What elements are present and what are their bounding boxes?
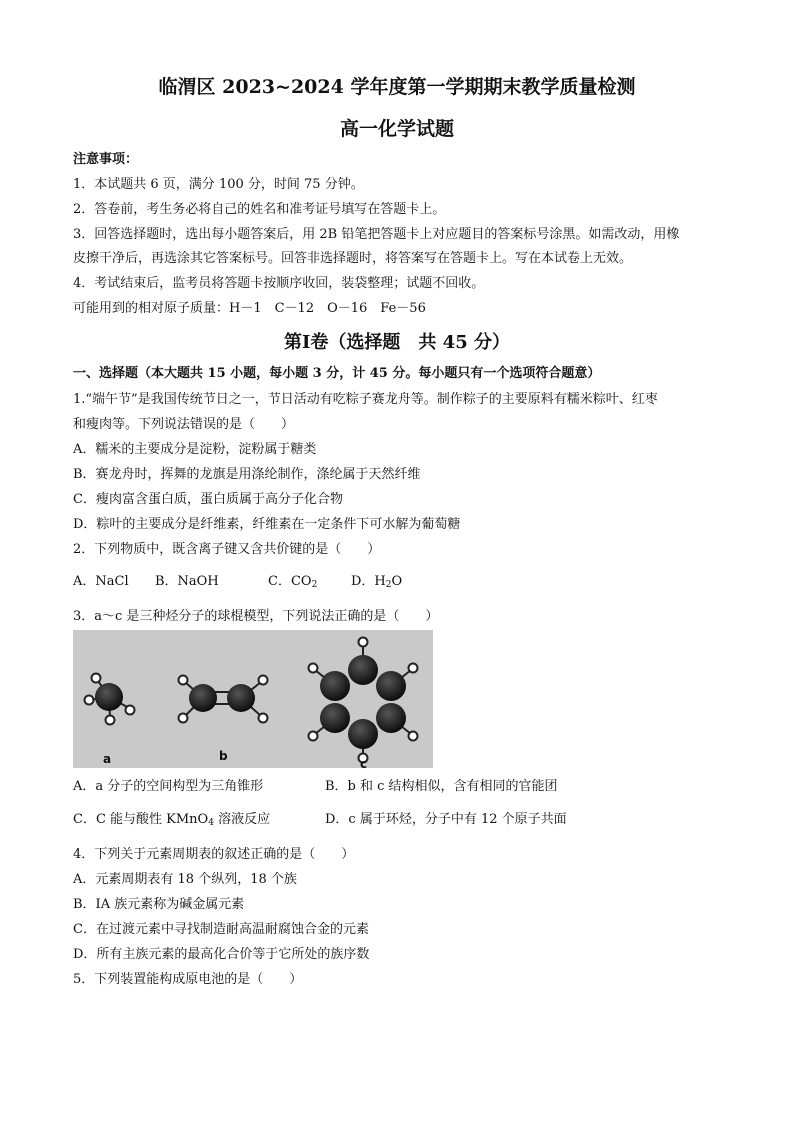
q5-stem: 5．下列装置能构成原电池的是（ ） — [73, 972, 303, 987]
q3-option-b: B．b 和 c 结构相似，含有相同的官能团 — [325, 779, 558, 794]
q4-option-a: A．元素周期表有 18 个纵列，18 个族 — [73, 872, 297, 887]
q1-option-a: A．糯米的主要成分是淀粉，淀粉属于糖类 — [73, 442, 317, 457]
q2-option-a: A．NaCl — [73, 574, 129, 589]
q1-option-c: C．瘦肉富含蛋白质，蛋白质属于高分子化合物 — [73, 492, 343, 507]
notice-item-3: 3．回答选择题时，选出每小题答案后，用 2B 铅笔把答题卡上对应题目的答案标号涂黑。如需改动，用橡 — [73, 227, 680, 242]
q1-stem-cont: 和瘦肉等。下列说法错误的是（ ） — [73, 417, 295, 432]
exam-title: 临渭区 2023~2024 学年度第一学期期末教学质量检测 — [158, 76, 636, 98]
section-title: 一、选择题（本大题共 15 小题，每小题 3 分，计 45 分。每小题只有一个选项符合题意） — [73, 366, 601, 381]
exam-subtitle: 高一化学试题 — [339, 118, 454, 140]
q2-option-c: C．$CO_2$ — [268, 574, 318, 590]
q1-option-b: B．赛龙舟时，挥舞的龙旗是用涤纶制作，涤纶属于天然纤维 — [73, 467, 421, 482]
q4-stem: 4．下列关于元素周期表的叙述正确的是（ ） — [73, 847, 355, 862]
q2-stem: 2．下列物质中，既含离子键又含共价键的是（ ） — [73, 542, 381, 557]
notice-item-3-cont: 皮擦干净后，再选涂其它答案标号。回答非选择题时，将答案写在答题卡上。写在本试卷上无效。 — [73, 251, 633, 266]
molecule-a-model — [85, 674, 135, 725]
q2-option-b: B．NaOH — [155, 574, 219, 589]
notice-item-4: 4．考试结束后，监考员将答题卡按顺序收回，装袋整理；试题不回收。 — [73, 276, 485, 291]
q4-option-c: C．在过渡元素中寻找制造耐高温耐腐蚀合金的元素 — [73, 922, 369, 937]
figure-label-a: a — [103, 752, 112, 766]
notice-item-1: 1．本试题共 6 页，满分 100 分，时间 75 分钟。 — [73, 177, 364, 192]
molecule-b-model — [179, 676, 268, 723]
q3-option-a: A．a 分子的空间构型为三角锥形 — [73, 779, 264, 794]
q1-stem: 1.“端午节”是我国传统节日之一，节日活动有吃粽子赛龙舟等。制作粽子的主要原料有糯米粽叶、红枣 — [73, 392, 658, 407]
q2-option-d: D．$H_2O$ — [351, 574, 403, 590]
q3-stem: 3．a～c 是三种烃分子的球棍模型，下列说法正确的是（ ） — [73, 609, 439, 624]
ball-stick-models-figure — [73, 630, 433, 768]
q1-option-d: D．粽叶的主要成分是纤维素，纤维素在一定条件下可水解为葡萄糖 — [73, 517, 461, 532]
molecule-c-model — [309, 638, 418, 763]
figure-label-c: c — [360, 757, 368, 768]
figure-label-b: b — [219, 749, 228, 763]
q3-option-d: D．c 属于环烃，分子中有 12 个原子共面 — [325, 812, 567, 827]
atomic-mass-line: 可能用到的相对原子质量：H－1 C－12 O－16 Fe－56 — [73, 301, 426, 316]
q4-option-d: D．所有主族元素的最高化合价等于它所处的族序数 — [73, 947, 370, 962]
notice-item-2: 2．答卷前，考生务必将自己的姓名和准考证号填写在答题卡上。 — [73, 202, 446, 217]
q3-option-c: C．C 能与酸性 KMnO$_4$ 溶液反应 — [73, 812, 271, 828]
notice-heading: 注意事项： — [73, 152, 139, 167]
part1-heading: 第Ⅰ卷（选择题 共 45 分） — [283, 332, 510, 353]
q4-option-b: B．ⅠA 族元素称为碱金属元素 — [73, 897, 245, 912]
